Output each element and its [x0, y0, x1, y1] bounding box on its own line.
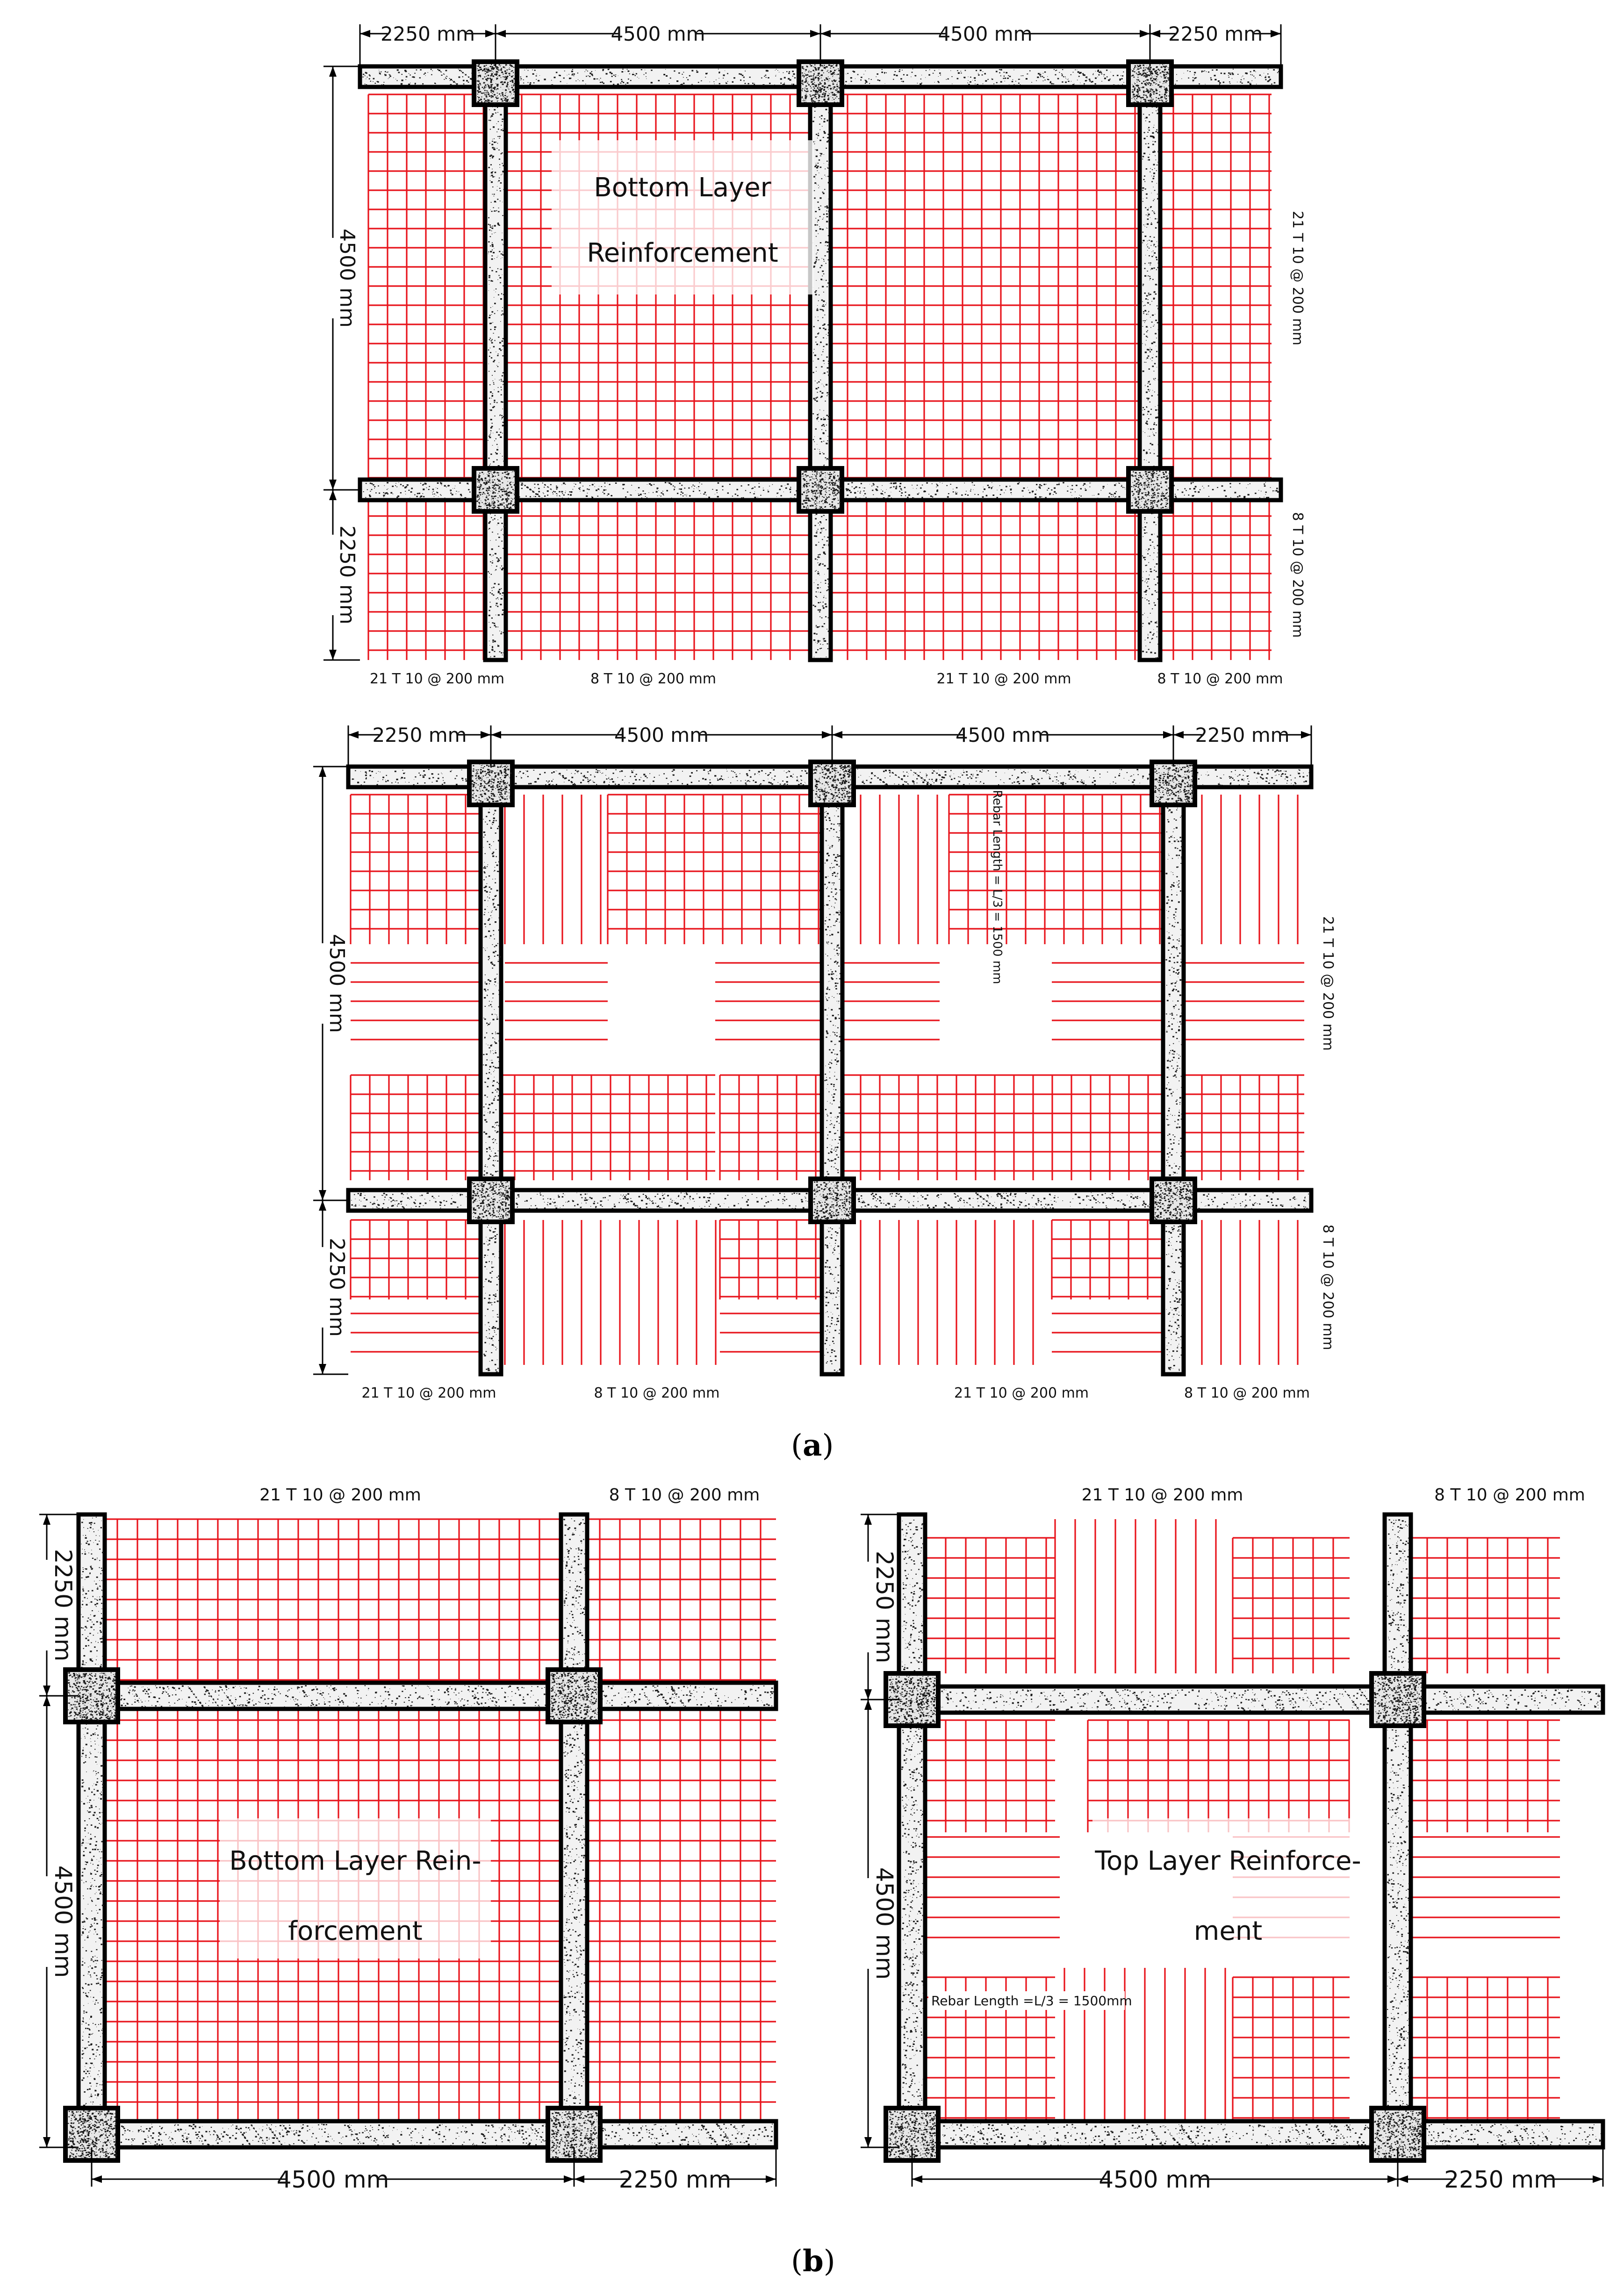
plan-a-top-drawing [0, 0, 1624, 692]
layer-title: Bottom Layer [594, 172, 771, 203]
rebar-lines [720, 1313, 832, 1352]
rebar-lines [1183, 1075, 1304, 1180]
rebar-lines [905, 1538, 1055, 1673]
rebar-lines [505, 963, 608, 1040]
rebar-spec-label: 21 T 10 @ 200 mm [936, 671, 1071, 687]
rebar-spec-label: 21 T 10 @ 200 mm [1289, 210, 1306, 346]
panel-b-right-top-layer-plan [812, 1482, 1624, 2211]
rebar-lines [505, 795, 601, 944]
dimension-label: 4500 mm [324, 934, 349, 1033]
beam-vertical-1 [822, 767, 842, 1374]
dimension-label: 4500 mm [611, 22, 705, 46]
plan-a-bottom-drawing [0, 710, 1624, 1412]
rebar-spec-label: 21 T 10 @ 200 mm [259, 1485, 421, 1505]
layer-title: Top Layer Reinforce- [1095, 1846, 1361, 1876]
rebar-spec-label: 8 T 10 @ 200 mm [594, 1385, 720, 1401]
rebar-length-note: Rebar Length = L/3 = 1500 mm [990, 790, 1004, 984]
dimension-label: 4500 mm [1099, 2166, 1211, 2193]
layer-title: forcement [288, 1916, 423, 1946]
rebar-lines [1183, 795, 1298, 944]
rebar-lines [841, 795, 937, 944]
layer-title: Reinforcement [587, 238, 778, 268]
rebar-lines [505, 1220, 716, 1365]
dimension-label: 4500 mm [955, 724, 1050, 747]
panel-a-bottom-top-layer-plan [0, 710, 1624, 1412]
dimension-label: 4500 mm [938, 22, 1033, 46]
rebar-lines [351, 963, 481, 1040]
rebar-lines [608, 795, 832, 944]
rebar-lines [841, 1075, 1169, 1180]
rebar-spec-label: 21 T 10 @ 200 mm [361, 1385, 496, 1401]
dimension-label: 4500 mm [335, 229, 359, 328]
rebar-spec-label: 8 T 10 @ 200 mm [1157, 671, 1283, 687]
rebar-lines [351, 795, 481, 944]
rebar-spec-label: 8 T 10 @ 200 mm [590, 671, 716, 687]
rebar-spec-label: 8 T 10 @ 200 mm [609, 1485, 760, 1505]
rebar-lines [1183, 1220, 1298, 1365]
rebar-spec-label: 21 T 10 @ 200 mm [954, 1385, 1089, 1401]
dimension-label: 2250 mm [618, 2166, 732, 2193]
dimension-label: 4500 mm [50, 1865, 77, 1978]
dimension-label: 4500 mm [614, 724, 709, 747]
rebar-length-note: Rebar Length =L/3 = 1500mm [931, 1993, 1132, 2009]
rebar-spec-label: 21 T 10 @ 200 mm [1081, 1485, 1243, 1505]
rebar-lines [351, 1313, 481, 1352]
rebar-lines [1052, 1220, 1169, 1299]
rebar-spec-label: 8 T 10 @ 200 mm [1434, 1485, 1585, 1505]
rebar-lines [351, 1220, 481, 1299]
rebar-lines [905, 1720, 1055, 1832]
caption-b: (b) [791, 2244, 835, 2279]
panel-b-left-bottom-layer-plan [0, 1482, 812, 2211]
dimension-label: 2250 mm [372, 724, 467, 747]
dimension-label: 2250 mm [335, 525, 359, 624]
rebar-lines [949, 795, 1169, 944]
dimension-label: 2250 mm [1444, 2166, 1557, 2193]
rebar-spec-label: 21 T 10 @ 200 mm [1320, 916, 1336, 1051]
layer-title: Bottom Layer Rein- [229, 1846, 481, 1876]
beam-vertical-2 [1163, 767, 1184, 1374]
dimension-label: 2250 mm [871, 1550, 898, 1664]
rebar-lines [1233, 1977, 1350, 2127]
dimension-label: 4500 mm [871, 1867, 898, 1980]
beam-left-edge [899, 1514, 925, 2147]
rebar-lines [1088, 1720, 1350, 1832]
rebar-lines [1052, 1313, 1169, 1352]
dimension-label: 2250 mm [1168, 22, 1263, 46]
beam-left-edge [79, 1514, 105, 2147]
plan-b-left-drawing [0, 1482, 812, 2211]
panel-a-top-bottom-layer-plan [0, 0, 1624, 692]
dimension-label: 2250 mm [50, 1549, 77, 1662]
rebar-lines [1183, 963, 1304, 1040]
beam-horizontal-mid [899, 1686, 1603, 1713]
beam-bottom-edge [79, 2121, 776, 2147]
rebar-lines [1052, 963, 1169, 1040]
rebar-lines [1055, 1519, 1216, 1673]
rebar-lines [496, 1075, 715, 1180]
dimension-label: 4500 mm [276, 2166, 389, 2193]
layer-title: ment [1193, 1916, 1263, 1946]
rebar-spec-label: 8 T 10 @ 200 mm [1184, 1385, 1310, 1401]
rebar-lines [720, 1220, 832, 1299]
dimension-label: 2250 mm [324, 1238, 349, 1337]
dimension-label: 2250 mm [380, 22, 475, 46]
rebar-lines [841, 963, 940, 1040]
beam-vertical-mid [1385, 1514, 1411, 2147]
dimension-label: 2250 mm [1195, 724, 1290, 747]
rebar-lines [841, 1220, 1033, 1365]
rebar-lines [1233, 1538, 1350, 1673]
rebar-lines [715, 963, 832, 1040]
rebar-spec-label: 8 T 10 @ 200 mm [1289, 512, 1306, 638]
beam-vertical-0 [481, 767, 501, 1374]
rebar-spec-label: 8 T 10 @ 200 mm [1320, 1224, 1336, 1350]
rebar-lines [905, 1837, 1060, 1937]
beam-vertical-0 [485, 66, 506, 660]
beam-bottom-edge [899, 2121, 1603, 2147]
caption-a: (a) [791, 1428, 834, 1463]
beam-vertical-2 [1140, 66, 1160, 660]
rebar-lines [351, 1075, 481, 1180]
rebar-lines [720, 1075, 832, 1180]
rebar-spec-label: 21 T 10 @ 200 mm [369, 671, 505, 687]
plan-b-right-drawing [812, 1482, 1624, 2211]
